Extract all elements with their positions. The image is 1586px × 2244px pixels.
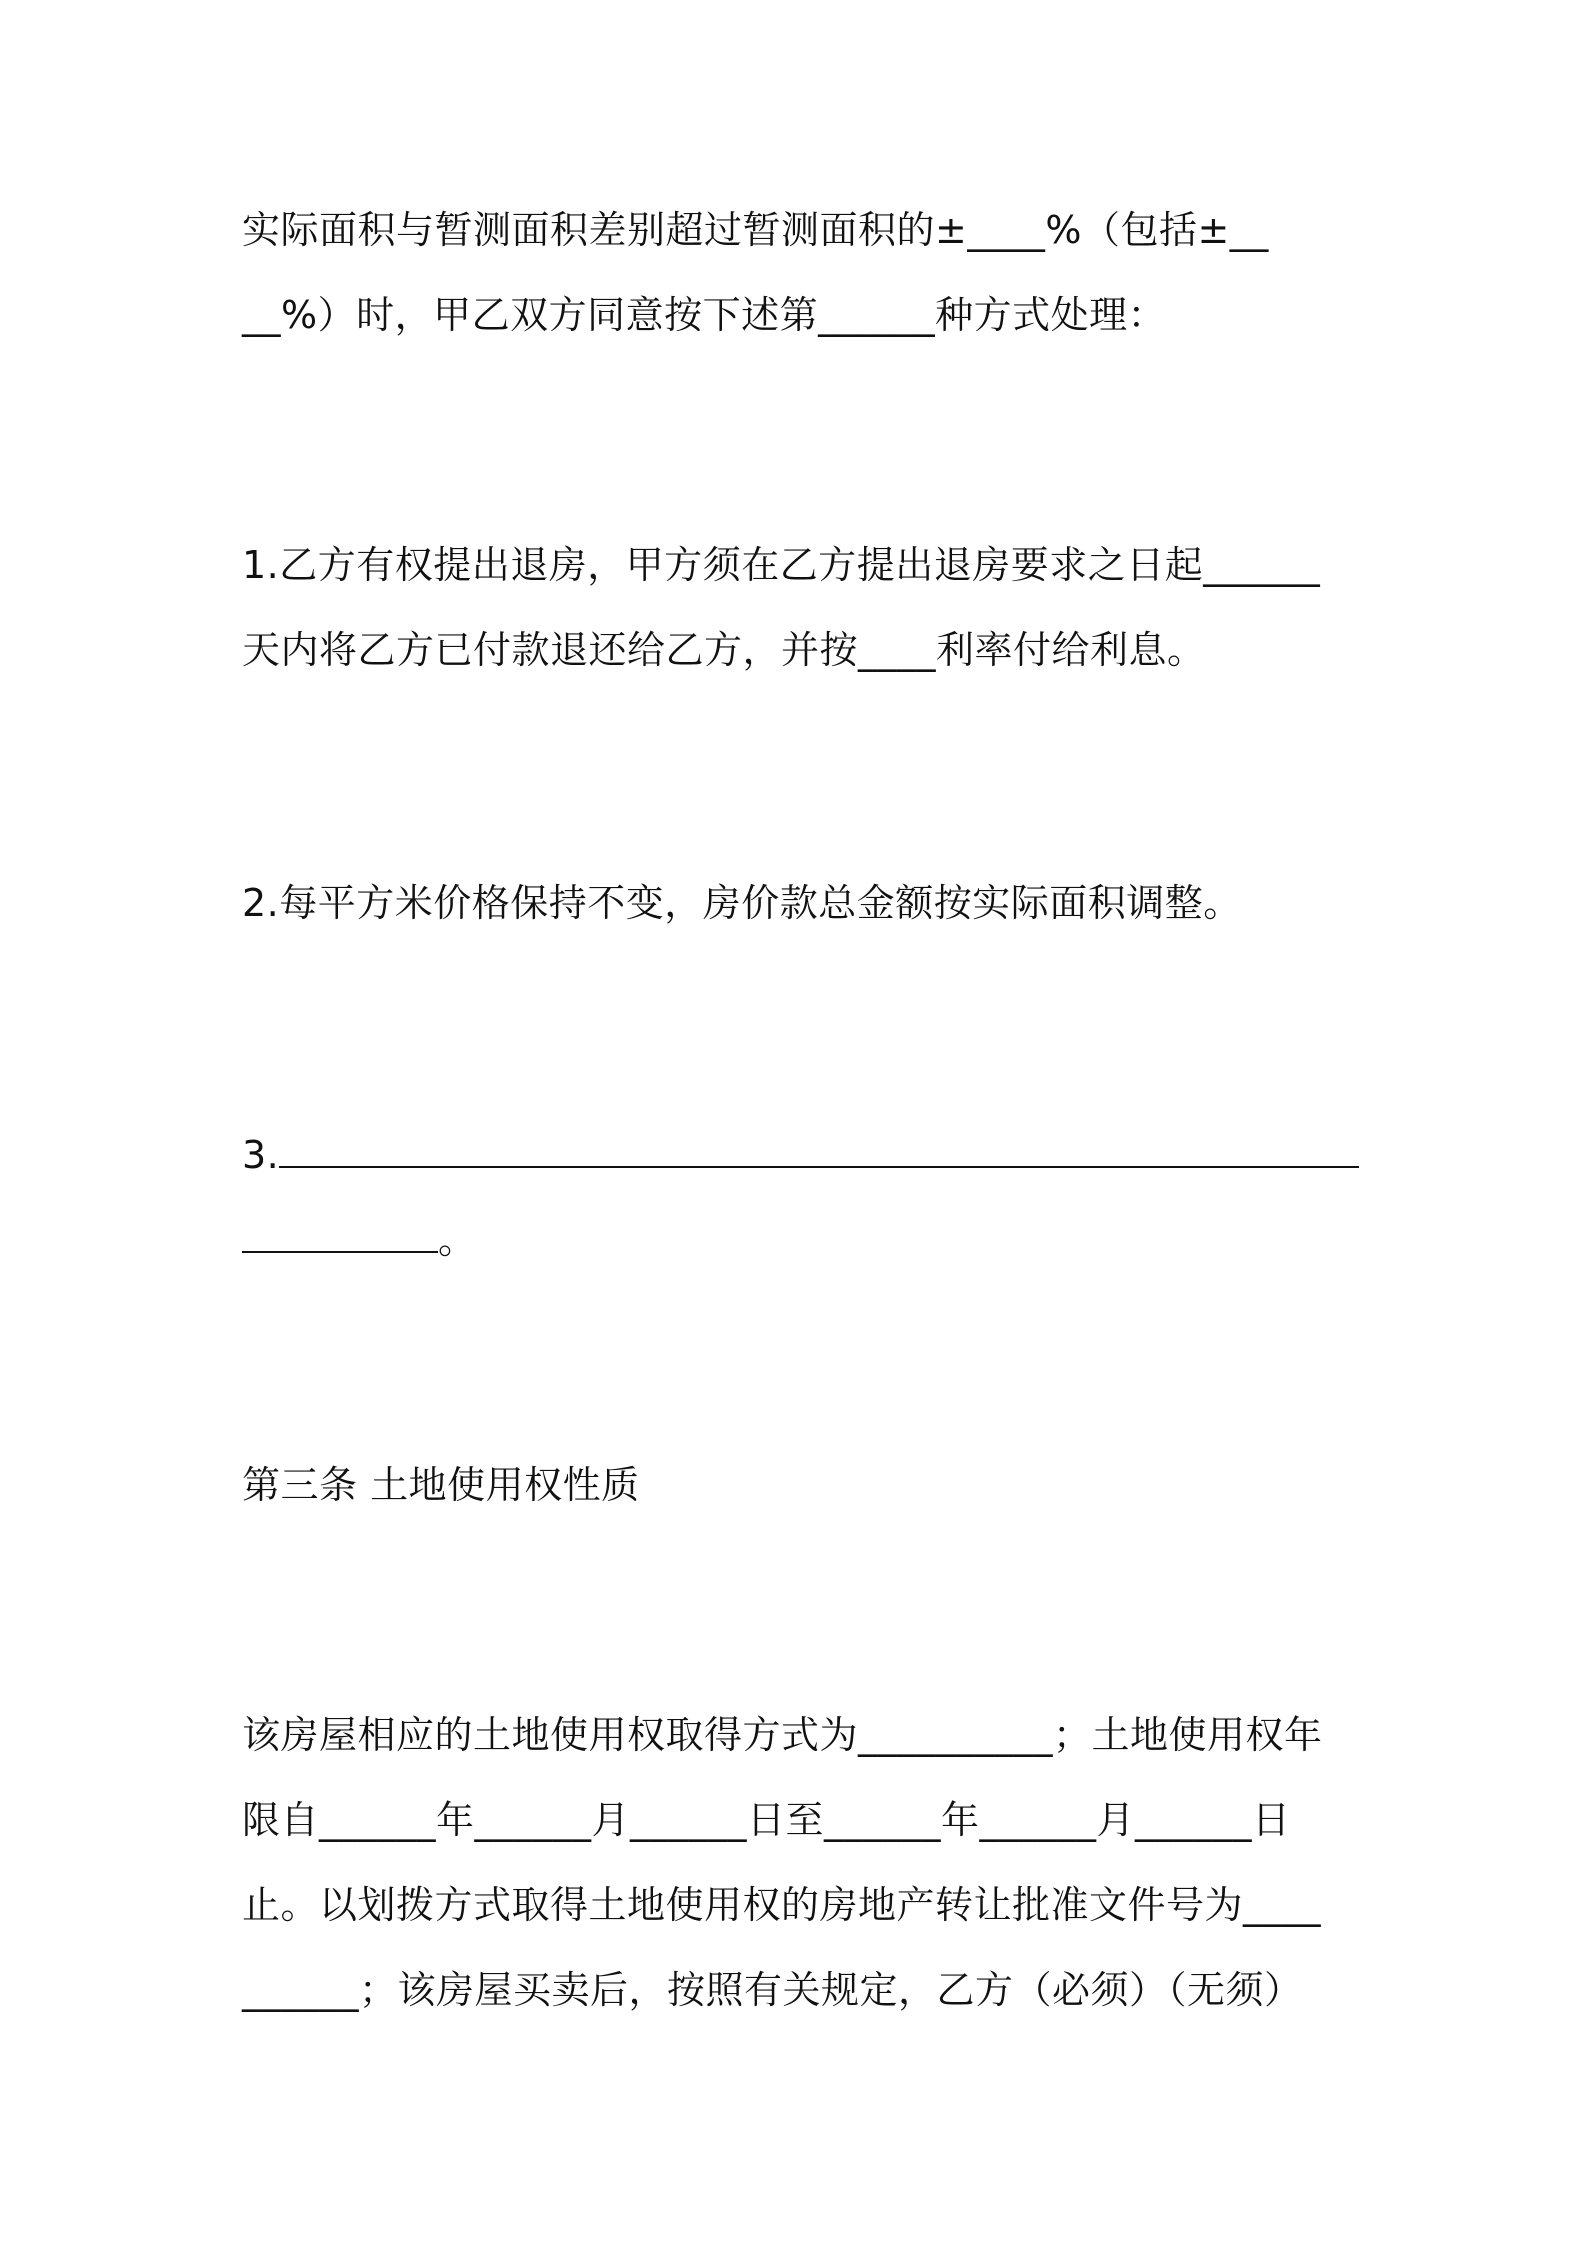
option-3-blank-line-1 [279,1128,1359,1168]
option-1-line-1: 1.乙方有权提出退房，甲方须在乙方提出退房要求之日起______ [242,543,1321,587]
option-3-line-1 [242,1128,1358,1180]
land-paragraph-line-3: 止。以划拨方式取得土地使用权的房地产转让批准文件号为____ [242,1883,1322,1927]
land-paragraph-line-1: 该房屋相应的土地使用权取得方式为__________；土地使用权年 [242,1713,1323,1757]
option-2-line-1: 2.每平方米价格保持不变，房价款总金额按实际面积调整。 [242,881,1242,925]
paragraph-1-line-1: 实际面积与暂测面积差别超过暂测面积的±____%（包括±__ [242,208,1269,252]
paragraph-1-line-2: __%）时，甲乙双方同意按下述第______种方式处理： [242,293,1167,337]
option-3-line-2 [242,1213,1358,1265]
section-3-heading: 第三条 土地使用权性质 [242,1463,640,1507]
land-paragraph-line-2: 限自______年______月______日至______年______月______日 [242,1798,1291,1842]
option-1-line-2: 天内将乙方已付款退还给乙方，并按____利率付给利息。 [242,628,1206,672]
option-3-suffix: 。 [438,1218,477,1262]
option-3-blank-line-2 [242,1213,438,1253]
option-3-prefix: 3. [242,1133,280,1177]
land-paragraph-line-4: ______；该房屋买卖后，按照有关规定，乙方（必须）（无须） [242,1968,1303,2012]
